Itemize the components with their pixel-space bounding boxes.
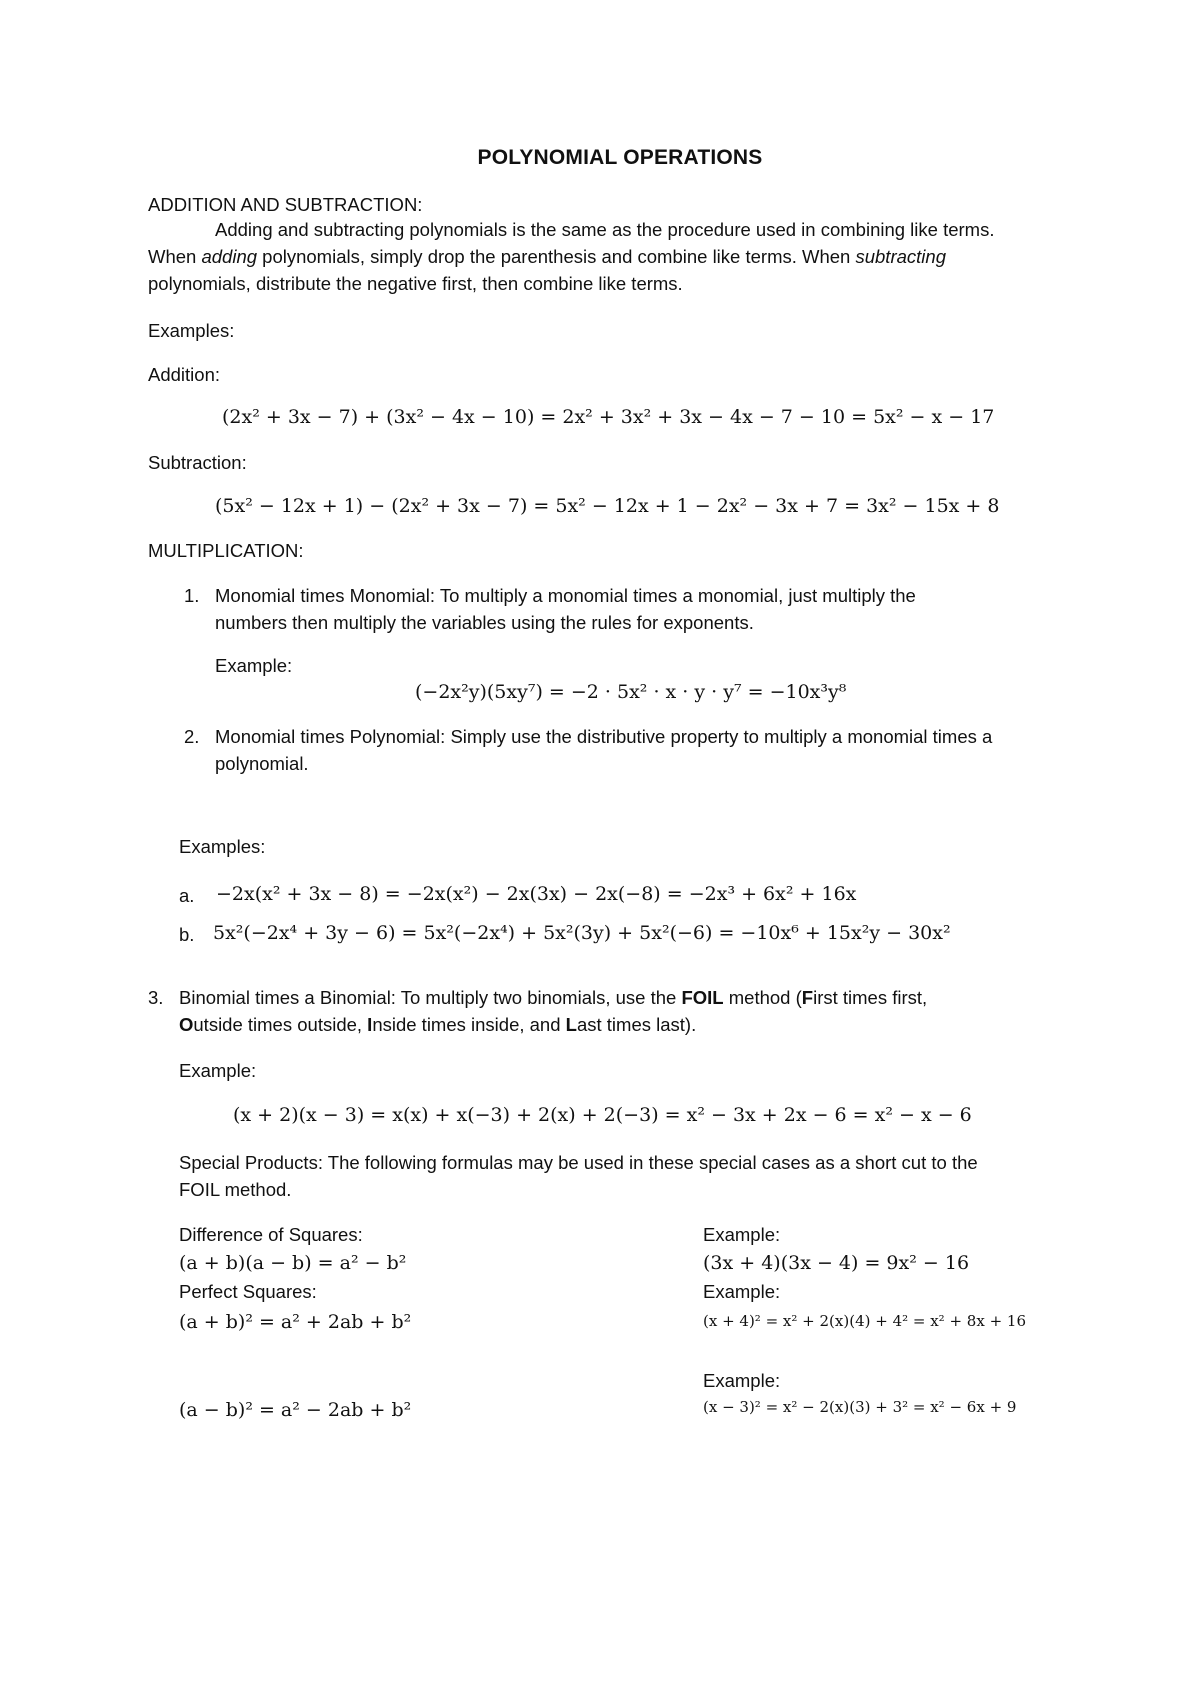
intro-paragraph xyxy=(148,216,994,297)
special-products-text xyxy=(179,1149,978,1203)
item-2-text xyxy=(215,723,992,777)
intro-line-3: polynomials, distribute the negative first, then combine like terms. xyxy=(148,273,683,294)
item-3-text xyxy=(179,984,927,1038)
examples-label: Examples: xyxy=(148,320,235,341)
item-2-b-equation: 5x²(−2x⁴ + 3y − 6) = 5x²(−2x⁴) + 5x²(3y) + 5x²(−6) = −10x⁶ + 15x²y − 30x² xyxy=(213,922,951,944)
perfect-example-1-equation: (x + 4)² = x² + 2(x)(4) + 4² = x² + 8x + 16 xyxy=(703,1312,1026,1330)
perfect-example-1-label: Example: xyxy=(703,1281,781,1302)
item-1-text xyxy=(215,582,916,636)
special-line-1: Special Products: The following formulas may be used in these special cases as a short cut to the xyxy=(179,1152,978,1173)
addition-label: Addition: xyxy=(148,364,220,385)
difference-of-squares-formula: (a + b)(a − b) = a² − b² xyxy=(179,1252,407,1274)
item-1-example-label: Example: xyxy=(215,655,293,676)
item-1-line-2: numbers then multiply the variables using the rules for exponents. xyxy=(215,612,754,633)
perfect-square-plus-formula: (a + b)² = a² + 2ab + b² xyxy=(179,1311,412,1333)
item-1-number: 1. xyxy=(184,585,200,606)
addition-subtraction-heading: ADDITION AND SUBTRACTION: xyxy=(148,194,423,215)
multiplication-heading: MULTIPLICATION: xyxy=(148,540,304,561)
item-2-a-label: a. xyxy=(179,885,195,906)
item-2-line-2: polynomial. xyxy=(215,753,309,774)
perfect-squares-label: Perfect Squares: xyxy=(179,1281,317,1302)
perfect-example-2-equation: (x − 3)² = x² − 2(x)(3) + 3² = x² − 6x + 9 xyxy=(703,1398,1017,1416)
page-title: POLYNOMIAL OPERATIONS xyxy=(477,146,763,169)
item-2-line-1: Monomial times Polynomial: Simply use the distributive property to multiply a monomial times a xyxy=(215,726,993,747)
item-1-equation: (−2x²y)(5xy⁷) = −2 · 5x² · x · y · y⁷ = −10x³y⁸ xyxy=(415,681,847,703)
item-2-a-equation: −2x(x² + 3x − 8) = −2x(x²) − 2x(3x) − 2x(−8) = −2x³ + 6x² + 16x xyxy=(216,883,857,905)
difference-of-squares-label: Difference of Squares: xyxy=(179,1224,363,1245)
diff-example-label: Example: xyxy=(703,1224,781,1245)
intro-line-2: When adding polynomials, simply drop the parenthesis and combine like terms. When subtracting xyxy=(148,246,946,267)
subtraction-equation: (5x² − 12x + 1) − (2x² + 3x − 7) = 5x² − 12x + 1 − 2x² − 3x + 7 = 3x² − 15x + 8 xyxy=(215,495,1000,517)
item-1-line-1: Monomial times Monomial: To multiply a monomial times a monomial, just multiply the xyxy=(215,585,916,606)
intro-line-1: Adding and subtracting polynomials is the same as the procedure used in combining like terms. xyxy=(215,219,995,240)
perfect-square-minus-formula: (a − b)² = a² − 2ab + b² xyxy=(179,1399,412,1421)
addition-equation: (2x² + 3x − 7) + (3x² − 4x − 10) = 2x² + 3x² + 3x − 4x − 7 − 10 = 5x² − x − 17 xyxy=(222,406,995,428)
item-3-example-label: Example: xyxy=(179,1060,257,1081)
item-2-number: 2. xyxy=(184,726,200,747)
item-2-b-label: b. xyxy=(179,924,195,945)
item-3-number: 3. xyxy=(148,987,164,1008)
item-3-line-1: Binomial times a Binomial: To multiply two binomials, use the FOIL method (First times first, xyxy=(179,987,928,1008)
subtraction-label: Subtraction: xyxy=(148,452,247,473)
special-line-2: FOIL method. xyxy=(179,1179,292,1200)
item-3-equation: (x + 2)(x − 3) = x(x) + x(−3) + 2(x) + 2(−3) = x² − 3x + 2x − 6 = x² − x − 6 xyxy=(233,1104,972,1126)
item-3-line-2: Outside times outside, Inside times inside, and Last times last). xyxy=(179,1014,697,1035)
perfect-example-2-label: Example: xyxy=(703,1370,781,1391)
diff-example-equation: (3x + 4)(3x − 4) = 9x² − 16 xyxy=(703,1252,970,1274)
item-2-examples-label: Examples: xyxy=(179,836,266,857)
